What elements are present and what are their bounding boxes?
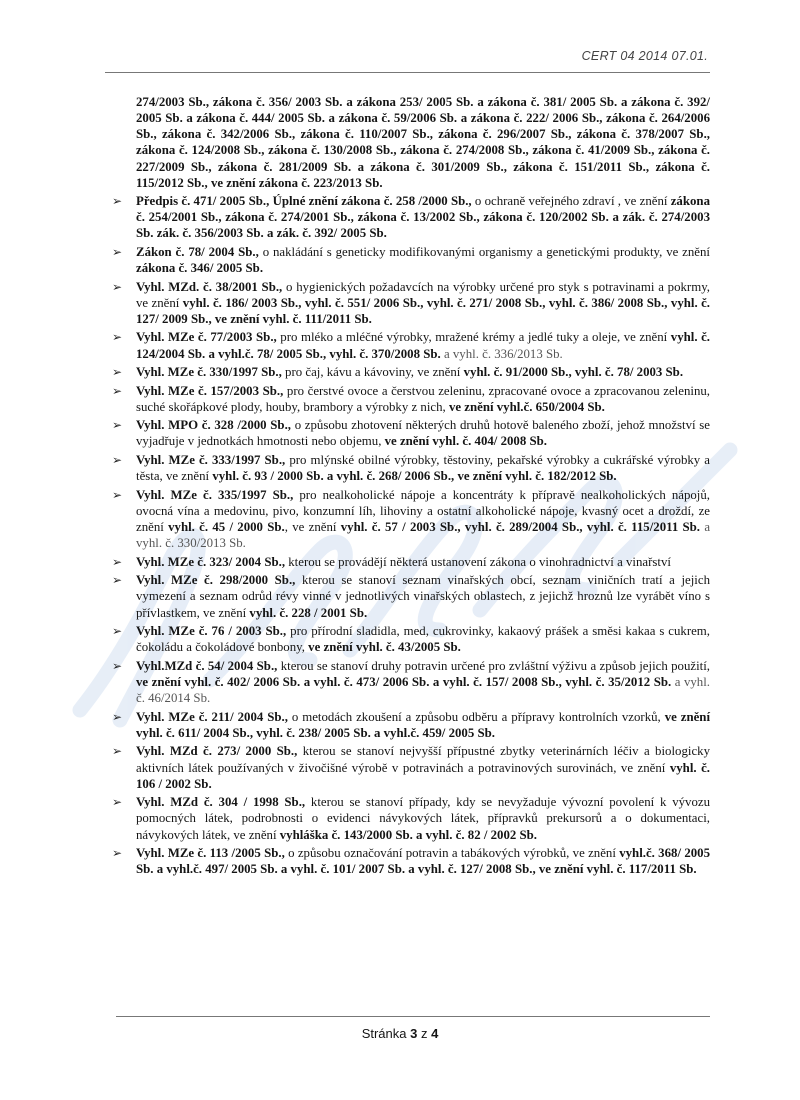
arrow-bullet-icon: ➢ bbox=[112, 244, 123, 259]
citation-bold: Vyhl. MZd č. 273/ 2000 Sb., bbox=[136, 744, 303, 759]
list-item bbox=[112, 244, 710, 276]
arrow-bullet-icon: ➢ bbox=[112, 846, 123, 861]
list-item bbox=[112, 709, 710, 741]
list-item bbox=[112, 845, 710, 877]
citation-bold: Předpis č. 471/ 2005 Sb., Úplné znění zákona č. 258 /2000 Sb., bbox=[136, 193, 475, 208]
citation-bold: ve znění vyhl. č. 402/ 2006 Sb. a vyhl. č. 473/ 2006 Sb. a vyhl. č. 157/ 2008 Sb., vyhl. č. 35/2012 Sb. bbox=[136, 675, 675, 689]
text-segment: pro nealkoholické nápoje a koncentráty k přípravě nealkoholických nápojů, ovocná vína a medovinu, pivo, konzumní líh, lihoviny a ostatní alkoholické nápoje, kvasný ocet a droždí, ze znění bbox=[136, 487, 710, 535]
arrow-bullet-icon: ➢ bbox=[112, 487, 123, 502]
citation-bold: Vyhl. MZe č. 333/1997 Sb., bbox=[136, 453, 290, 468]
text-segment: pro čaj, kávu a kávoviny, ve znění bbox=[285, 365, 464, 380]
citation-bold: Vyhl. MZe č. 298/2000 Sb., bbox=[136, 573, 302, 588]
citation-bold: Vyhl. MZe č. 330/1997 Sb., bbox=[136, 365, 286, 380]
citation-bold: ve znění vyhl.č. 650/2004 Sb. bbox=[448, 399, 605, 414]
citation-amendment: a vyhl. č. 46/2014 Sb. bbox=[136, 675, 710, 706]
citation-bold: vyhl. č. 93 / 2000 Sb. a vyhl. č. 268/ 2006 Sb., ve znění vyhl. č. 182/2012 Sb. bbox=[212, 469, 617, 484]
list-item bbox=[112, 554, 710, 570]
text-segment: , ve znění bbox=[284, 520, 341, 535]
citation-bold: vyhl. č. 45 / 2000 Sb. bbox=[168, 520, 285, 535]
list-item bbox=[112, 383, 710, 415]
citation-bold: ve znění vyhl. č. 611/ 2004 Sb., vyhl. č. 238/ 2005 Sb. a vyhl.č. 459/ 2005 Sb. bbox=[136, 709, 711, 740]
citation-bold: Vyhl. MZe č. 77/2003 Sb., bbox=[136, 330, 281, 345]
citation-bold: vyhl. č. 91/2000 Sb., vyhl. č. 78/ 2003 Sb. bbox=[463, 365, 684, 380]
page-footer bbox=[0, 1026, 800, 1041]
arrow-bullet-icon: ➢ bbox=[112, 709, 123, 724]
citation-bold: Vyhl. MPO č. 328 /2000 Sb., bbox=[136, 418, 295, 433]
text-segment: pro čerstvé ovoce a čerstvou zeleninu, zpracované ovoce a zpracovanou zeleninu, suché skořápkové plody, houby, brambory a výrobky z nich, bbox=[136, 383, 710, 414]
citation-amendment: a vyhl. č. 336/2013 Sb. bbox=[443, 346, 563, 361]
list-item bbox=[112, 487, 710, 552]
citation-bold: Vyhl. MZe č. 157/2003 Sb., bbox=[136, 383, 287, 398]
list-item bbox=[112, 572, 710, 620]
citation-bold: ve znění vyhl. č. 404/ 2008 Sb. bbox=[384, 434, 547, 449]
arrow-bullet-icon: ➢ bbox=[112, 744, 123, 759]
citation-bold: Vyhl. MZe č. 113 /2005 Sb., bbox=[136, 846, 289, 861]
text-segment: o nakládání s geneticky modifikovanými organismy a genetickými produkty, ve znění bbox=[262, 244, 710, 259]
list-item bbox=[112, 623, 710, 655]
text-segment: pro mléko a mléčné výrobky, mražené krémy a jedlé tuky a oleje, ve znění bbox=[280, 330, 671, 345]
citation-bold: vyhl. č. 106 / 2002 Sb. bbox=[136, 760, 710, 791]
citation-amendment: a vyhl. č. 330/2013 Sb. bbox=[136, 520, 711, 551]
paragraph bbox=[136, 94, 710, 191]
text-segment: o metodách zkoušení a způsobu odběru a přípravy kontrolních vzorků, bbox=[291, 709, 665, 724]
citation-bold: vyhl.č. 368/ 2005 Sb. a vyhl.č. 497/ 2005 Sb. a vyhl. č. 101/ 2007 Sb. a vyhl. č. 127/ 2008 Sb., ve znění vyhl. č. 117/2011 Sb. bbox=[136, 846, 711, 877]
text-segment: o hygienických požadavcích na výrobky určené pro styk s potravinami a pokrmy, ve znění bbox=[136, 279, 710, 310]
citation-bold: vyhl. č. 124/2004 Sb. a vyhl.č. 78/ 2005 Sb., vyhl. č. 370/2008 Sb. bbox=[136, 330, 710, 361]
text-segment: kterou se stanoví nejvyšší přípustné zbytky veterinárních léčiv a biologicky aktivních látek používaných v živočišné výrobě v potravinách a potravinových surovinách, ve znění bbox=[136, 744, 710, 775]
footer-page-total: 4 bbox=[431, 1026, 439, 1041]
citation-bold: Vyhl. MZe č. 323/ 2004 Sb., bbox=[136, 554, 289, 569]
text-segment: pro mlýnské obilné výrobky, těstoviny, pekařské výrobky a cukrářské výrobky a těsta, ve znění bbox=[136, 453, 711, 484]
list-item bbox=[112, 364, 710, 380]
citation-bold: Vyhl. MZd. č. 38/2001 Sb., bbox=[136, 279, 287, 294]
arrow-bullet-icon: ➢ bbox=[112, 418, 123, 433]
text-segment: kterou se stanoví seznam vinařských obcí, seznam viničních tratí a jejich vymezení a seznam odrůd révy vinné v jednotlivých vinařských oblastech, z jejichž hroznů lze vyrábět víno s přívlastkem, ve znění bbox=[136, 573, 710, 620]
arrow-bullet-icon: ➢ bbox=[112, 658, 123, 673]
text-segment: kterou se stanoví druhy potravin určené pro zvláštní výživu a způsob jejich použití, bbox=[280, 658, 710, 673]
citation-bold: vyhl. č. 228 / 2001 Sb. bbox=[249, 605, 368, 620]
list-item bbox=[112, 658, 710, 706]
arrow-bullet-icon: ➢ bbox=[112, 624, 123, 639]
arrow-bullet-icon: ➢ bbox=[112, 279, 123, 294]
text-segment: kterou se stanoví případy, kdy se nevyžaduje vývozní povolení k vývozu pomocných látek, podrobnosti o evidenci návykových látek, přípravků prekursorů a o dokumentaci, návykových látek, ve znění bbox=[136, 795, 711, 842]
footer-page-number: 3 bbox=[410, 1026, 418, 1041]
citation-bold: Vyhl. MZe č. 76 / 2003 Sb., bbox=[136, 624, 291, 639]
arrow-bullet-icon: ➢ bbox=[112, 193, 123, 208]
citation-bold: vyhl. č. 57 / 2003 Sb., vyhl. č. 289/2004 Sb., vyhl. č. 115/2011 Sb. bbox=[340, 520, 705, 535]
citation-bold: Vyhl.MZd č. 54/ 2004 Sb., bbox=[136, 658, 281, 673]
footer-rule bbox=[116, 1016, 710, 1017]
continuation-paragraph bbox=[112, 94, 710, 191]
citation-bold: Vyhl. MZe č. 335/1997 Sb., bbox=[136, 487, 300, 502]
citation-bold: Zákon č. 78/ 2004 Sb., bbox=[136, 244, 263, 259]
footer-mid: z bbox=[417, 1026, 432, 1041]
legislation-list bbox=[112, 94, 710, 880]
arrow-bullet-icon: ➢ bbox=[112, 383, 123, 398]
arrow-bullet-icon: ➢ bbox=[112, 795, 123, 810]
arrow-bullet-icon: ➢ bbox=[112, 330, 123, 345]
citation-bold: Vyhl. MZd č. 304 / 1998 Sb., bbox=[136, 795, 311, 810]
list-item bbox=[112, 743, 710, 791]
list-item bbox=[112, 329, 710, 361]
list-item bbox=[112, 279, 710, 327]
text-segment: o způsobu zhotovení některých druhů hotově baleného zboží, jehož množství se vyjadřuje v jednotkách hmotnosti nebo objemu, bbox=[136, 418, 711, 449]
arrow-bullet-icon: ➢ bbox=[112, 554, 123, 569]
list-item bbox=[112, 452, 710, 484]
citation-bold: vyhláška č. 143/2000 Sb. a vyhl. č. 82 / 2002 Sb. bbox=[279, 827, 538, 842]
arrow-bullet-icon: ➢ bbox=[112, 365, 123, 380]
arrow-bullet-icon: ➢ bbox=[112, 573, 123, 588]
citation-bold: vyhl. č. 186/ 2003 Sb., vyhl. č. 551/ 2006 Sb., vyhl. č. 271/ 2008 Sb., vyhl. č. 386/ 2008 Sb., vyhl. č. 127/ 2009 Sb., ve znění vyhl. č. 111/2011 Sb. bbox=[136, 295, 710, 326]
text-segment: o způsobu označování potravin a tabákových výrobků, ve znění bbox=[288, 846, 620, 861]
list-item bbox=[112, 193, 710, 241]
text-segment: o ochraně veřejného zdraví , ve znění bbox=[474, 193, 671, 208]
citation-bold: ve znění vyhl. č. 43/2005 Sb. bbox=[308, 640, 461, 655]
arrow-bullet-icon: ➢ bbox=[112, 453, 123, 468]
citation-bold: 274/2003 Sb., zákona č. 356/ 2003 Sb. a zákona 253/ 2005 Sb. a zákona č. 381/ 2005 Sb. a zákona č. 392/ 2005 Sb. a zákona č. 444/ 2005 Sb. a zákona č. 59/2006 Sb. a zákona č. 222/ 2006 Sb., zákona č. 264/2006 Sb., zákona č. 342/2006 Sb., zákona č. 110/2007 Sb., zákona č. 296/2007 Sb., zákona č. 378/2007 Sb., zákona č. 124/2008 Sb., zákona č. 130/2008 Sb., zákona č. 274/2008 Sb., zákona č. 41/2009 Sb., zákona č. 227/2009 Sb., zákona č. 281/2009 Sb. a zákona č. 301/2009 Sb., zákona č. 151/2011 Sb., zákona č. 115/2012 Sb., ve znění zákona č. 223/2013 Sb. bbox=[136, 95, 710, 190]
list-item bbox=[112, 417, 710, 449]
list-item bbox=[112, 794, 710, 842]
document-code-header: CERT 04 2014 07.01. bbox=[581, 49, 708, 63]
header-rule bbox=[105, 72, 710, 73]
text-segment: pro přírodní sladidla, med, cukrovinky, kakaový prášek a směsi kakaa s cukrem, čokoládu a čokoládové bonbony, bbox=[136, 624, 710, 655]
citation-bold: Vyhl. MZe č. 211/ 2004 Sb., bbox=[136, 709, 292, 724]
footer-prefix: Stránka bbox=[361, 1026, 411, 1041]
text-segment: kterou se provádějí některá ustanovení zákona o vinohradnictví a vinařství bbox=[288, 554, 671, 569]
legislation-items bbox=[112, 193, 710, 878]
citation-bold: zákona č. 254/2001 Sb., zákona č. 274/2001 Sb., zákona č. 13/2002 Sb., zákona č. 120/2002 Sb. a zák. č. 274/2003 Sb. zák. č. 356/2003 Sb. a zák. č. 392/ 2005 Sb. bbox=[136, 193, 710, 241]
citation-bold: zákona č. 346/ 2005 Sb. bbox=[136, 260, 264, 275]
